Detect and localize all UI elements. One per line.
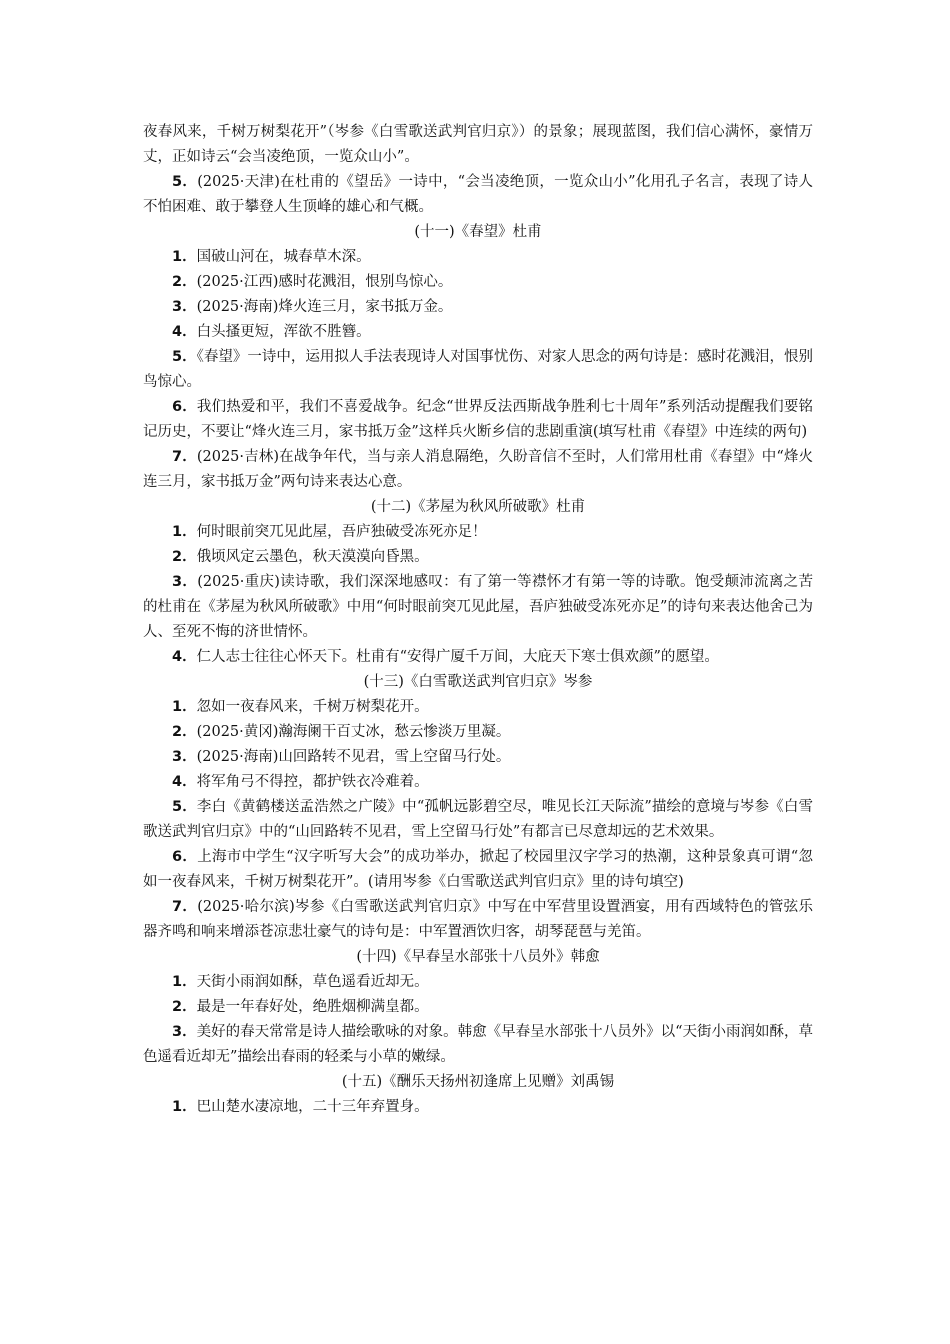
item-text: 天街小雨润如酥，草色遥看近却无。	[196, 974, 429, 990]
item-text: 将军角弓不得控，都护铁衣冷难着。	[196, 774, 429, 790]
item-text: 美好的春天常常是诗人描绘歌咏的对象。韩愈《早春呈水部张十八员外》以“天街小雨润如酥，草色遥看近却无”描绘出春雨的轻柔与小草的嫩绿。	[143, 1024, 814, 1065]
numbered-item	[143, 395, 813, 445]
item-text: 国破山河在，城春草木深。	[196, 249, 371, 265]
section-heading: (十三)《白雪歌送武判官归京》岑参	[363, 674, 593, 690]
item-number: 3．	[172, 574, 198, 590]
item-number: 6．	[172, 849, 198, 865]
numbered-item	[143, 645, 813, 670]
numbered-item	[143, 270, 813, 295]
item-text: (2025·江西)感时花溅泪，恨别鸟惊心。	[196, 274, 453, 290]
item-text: 仁人志士往往心怀天下。杜甫有“安得广厦千万间，大庇天下寒士俱欢颜”的愿望。	[196, 649, 719, 665]
item-number: 7．	[172, 899, 198, 915]
section-heading: (十四)《早春呈水部张十八员外》韩愈	[356, 949, 600, 965]
numbered-item	[143, 770, 813, 795]
numbered-item	[143, 445, 813, 495]
item-number: 1．	[172, 524, 197, 540]
numbered-item	[143, 895, 813, 945]
item-number: 1．	[172, 974, 197, 990]
numbered-item	[143, 745, 813, 770]
item-number: 4．	[172, 324, 197, 340]
item-text: 《春望》一诗中，运用拟人手法表现诗人对国事忧伤、对家人思念的两句诗是：感时花溅泪，恨别鸟惊心。	[143, 349, 814, 390]
numbered-item	[143, 795, 813, 845]
numbered-item	[143, 520, 813, 545]
item-text: 上海市中学生“汉字听写大会”的成功举办，掀起了校园里汉字学习的热潮，这种景象真可谓“忽如一夜春风来，千树万树梨花开”。(请用岑参《白雪歌送武判官归京》里的诗句填空)	[143, 849, 813, 890]
item-number: 5．	[172, 799, 197, 815]
item-text: 李白《黄鹤楼送孟浩然之广陵》中“孤帆远影碧空尽，唯见长江天际流”描绘的意境与岑参《白雪歌送武判官归京》中的“山回路转不见君，雪上空留马行处”有都言已尽意却远的艺术效果。	[143, 799, 814, 840]
item-text: 忽如一夜春风来，千树万树梨花开。	[196, 699, 429, 715]
item-text: (2025·吉林)在战争年代，当与亲人消息隔绝，久盼音信不至时，人们常用杜甫《春望》中“烽火连三月，家书抵万金”两句诗来表达心意。	[143, 449, 814, 490]
numbered-item	[143, 1020, 813, 1070]
item-text: 白头搔更短，浑欲不胜簪。	[196, 324, 371, 340]
item-text: 俄顷风定云墨色，秋天漠漠向昏黑。	[196, 549, 429, 565]
numbered-item	[143, 1095, 813, 1120]
section-heading: (十五)《酬乐天扬州初逢席上见赠》刘禹锡	[341, 1074, 615, 1090]
numbered-item	[143, 170, 813, 220]
item-number: 3．	[172, 299, 197, 315]
numbered-item	[143, 545, 813, 570]
item-number: 2．	[172, 274, 197, 290]
numbered-item	[143, 720, 813, 745]
item-number: 5．	[172, 174, 198, 190]
item-number: 1．	[172, 699, 197, 715]
item-number: 2．	[172, 549, 197, 565]
item-text: (2025·黄冈)瀚海阑干百丈冰，愁云惨淡万里凝。	[196, 724, 511, 740]
item-number: 1．	[172, 1099, 197, 1115]
item-text: (2025·海南)烽火连三月，家书抵万金。	[196, 299, 453, 315]
item-text: (2025·重庆)读诗歌，我们深深地感叹：有了第一等襟怀才有第一等的诗歌。饱受颠沛流离之苦的杜甫在《茅屋为秋风所破歌》中用“何时眼前突兀见此屋，吾庐独破受冻死亦足”的诗句来表达他舍己为人、至死不悔的济世情怀。	[143, 574, 813, 640]
numbered-item	[143, 345, 813, 395]
item-number: 2．	[172, 724, 197, 740]
numbered-item	[143, 845, 813, 895]
numbered-item	[143, 320, 813, 345]
item-text: (2025·哈尔滨)岑参《白雪歌送武判官归京》中写在中军营里设置酒宴，用有西域特色的管弦乐器齐鸣和响来增添苍凉悲壮豪气的诗句是：中军置酒饮归客，胡琴琵琶与羌笛。	[143, 899, 813, 940]
item-text: 我们热爱和平，我们不喜爱战争。纪念“世界反法西斯战争胜利七十周年”系列活动提醒我们要铭记历史，不要让“烽火连三月，家书抵万金”这样兵火断乡信的悲剧重演(填写杜甫《春望》中连续的两句)	[143, 399, 814, 440]
item-text: (2025·天津)在杜甫的《望岳》一诗中，“会当凌绝顶，一览众山小”化用孔子名言，表现了诗人不怕困难、敢于攀登人生顶峰的雄心和气概。	[143, 174, 814, 215]
section-heading: (十一)《春望》杜甫	[414, 224, 542, 240]
item-number: 4．	[172, 774, 197, 790]
item-number: 2．	[172, 999, 197, 1015]
document-page	[143, 120, 813, 1120]
numbered-item	[143, 695, 813, 720]
paragraph: 夜春风来，千树万树梨花开”（岑参《白雪歌送武判官归京》）的景象；展现蓝图，我们信心满怀，豪情万丈，正如诗云“会当凌绝顶，一览众山小”。	[143, 124, 813, 165]
section-heading: (十二)《茅屋为秋风所破歌》杜甫	[370, 499, 586, 515]
numbered-item	[143, 295, 813, 320]
numbered-item	[143, 995, 813, 1020]
item-text: 何时眼前突兀见此屋，吾庐独破受冻死亦足！	[196, 524, 487, 540]
item-number: 3．	[172, 1024, 197, 1040]
item-number: 7．	[172, 449, 197, 465]
item-text: 最是一年春好处，绝胜烟柳满皇都。	[196, 999, 429, 1015]
item-number: 1．	[172, 249, 197, 265]
item-number: 6．	[172, 399, 197, 415]
item-number: 3．	[172, 749, 197, 765]
item-text: 巴山楚水凄凉地，二十三年弃置身。	[196, 1099, 429, 1115]
item-number: 5．	[172, 349, 197, 365]
item-number: 4．	[172, 649, 197, 665]
numbered-item	[143, 245, 813, 270]
numbered-item	[143, 570, 813, 645]
item-text: (2025·海南)山回路转不见君，雪上空留马行处。	[196, 749, 511, 765]
numbered-item	[143, 970, 813, 995]
